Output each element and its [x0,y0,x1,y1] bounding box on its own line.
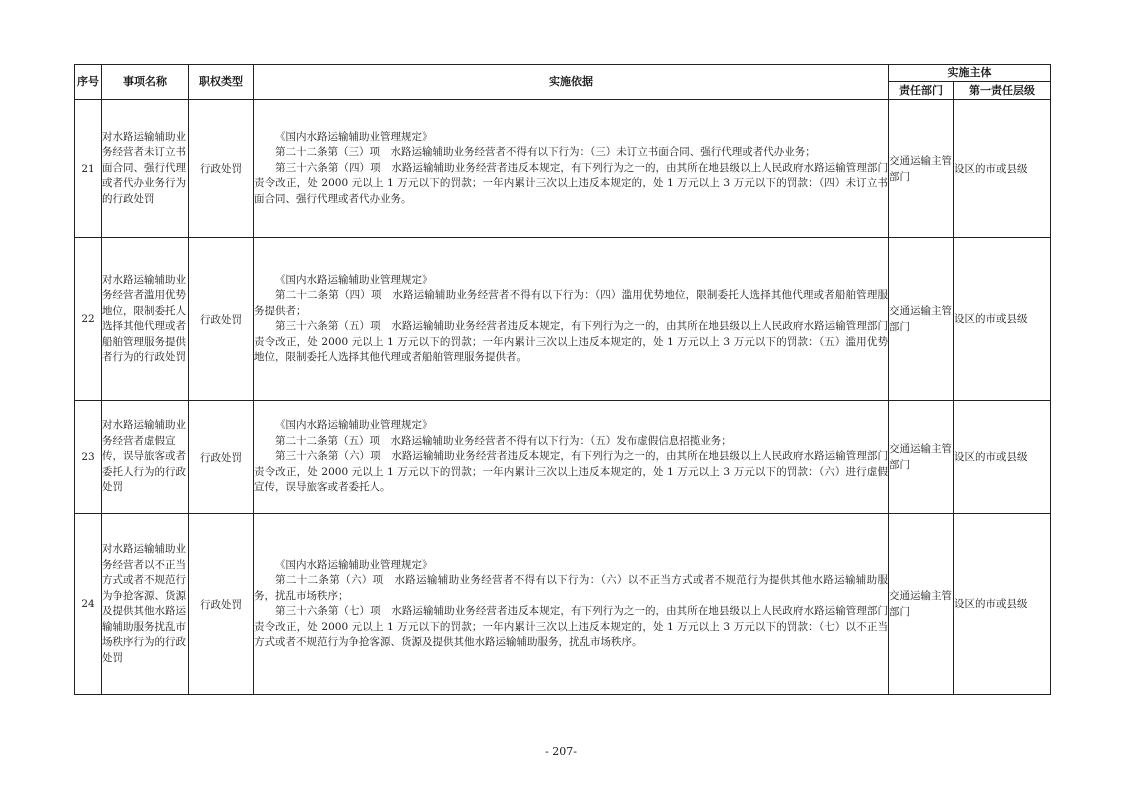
basis-article-36: 第三十六条第（七）项 水路运输辅助业务经营者违反本规定，有下列行为之一的，由其所在地县级以上人民政府水路运输管理部门责令改正，处 2000 元以上 1 万元以下的罚款；一年内累计三次以上违反本规定的，处 1 万元以上 3 万元以下的罚款：（七）以不正当方式或者不规范行为争抢客源、货源及提供其他水路运输辅助服务，扰乱市场秩序。 [254,605,888,648]
row-dept: 交通运输主管部门 [889,238,954,401]
header-dept: 责任部门 [889,82,954,100]
basis-title: 《国内水路运输辅助业管理规定》 [275,419,433,432]
row-power-type: 行政处罚 [189,514,254,695]
row-level: 设区的市或县级 [954,238,1051,401]
row-basis [254,514,889,695]
row-item-name: 对水路运输辅助业务经营者未订立书面合同、强行代理或者代办业务行为的行政处罚 [102,100,189,238]
basis-article-36: 第三十六条第（四）项 水路运输辅助业务经营者违反本规定，有下列行为之一的，由其所在地县级以上人民政府水路运输管理部门责令改正，处 2000 元以上 1 万元以下的罚款；一年内累计三次以上违反本规定的，处 1 万元以上 3 万元以下的罚款：（四）未订立书面合同、强行代理或者代办业务。 [254,161,888,205]
row-num: 23 [75,401,102,514]
row-num: 24 [75,514,102,695]
row-level: 设区的市或县级 [954,401,1051,514]
row-item-name: 对水路运输辅助业务经营者滥用优势地位，限制委托人选择其他代理或者船舶管理服务提供者行为的行政处罚 [102,238,189,401]
administrative-penalty-table [74,64,1051,695]
row-level: 设区的市或县级 [954,100,1051,238]
basis-title: 《国内水路运输辅助业管理规定》 [275,273,433,286]
table-row [75,514,1051,695]
header-subject: 实施主体 [889,65,1051,82]
row-item-name: 对水路运输辅助业务经营者以不正当方式或者不规范行为争抢客源、货源及提供其他水路运输辅助服务扰乱市场秩序行为的行政处罚 [102,514,189,695]
row-basis [254,401,889,514]
basis-title: 《国内水路运输辅助业管理规定》 [275,558,433,571]
row-dept: 交通运输主管部门 [889,401,954,514]
row-num: 21 [75,100,102,238]
row-power-type: 行政处罚 [189,238,254,401]
basis-article-36: 第三十六条第（六）项 水路运输辅助业务经营者违反本规定，有下列行为之一的，由其所在地县级以上人民政府水路运输管理部门责令改正，处 2000 元以上 1 万元以下的罚款；一年内累计三次以上违反本规定的，处 1 万元以上 3 万元以下的罚款：（六）进行虚假宣传，误导旅客或者委托人。 [254,450,888,494]
row-item-name: 对水路运输辅助业务经营者虚假宣传，误导旅客或者委托人行为的行政处罚 [102,401,189,514]
basis-article-22: 第二十二条第（三）项 水路运输辅助业务经营者不得有以下行为：（三）未订立书面合同、强行代理或者代办业务； [275,146,816,159]
row-basis [254,100,889,238]
row-level: 设区的市或县级 [954,514,1051,695]
header-power-type: 职权类型 [189,65,254,100]
basis-article-22: 第二十二条第（四）项 水路运输辅助业务经营者不得有以下行为：（四）滥用优势地位，限制委托人选择其他代理或者船舶管理服务提供者； [254,289,888,317]
header-item-name: 事项名称 [102,65,189,100]
header-level: 第一责任层级 [954,82,1051,100]
row-basis [254,238,889,401]
basis-title: 《国内水路运输辅助业管理规定》 [275,130,433,143]
row-num: 22 [75,238,102,401]
table-row [75,100,1051,238]
basis-article-22: 第二十二条第（五）项 水路运输辅助业务经营者不得有以下行为：（五）发布虚假信息招揽业务； [275,434,732,447]
header-basis: 实施依据 [254,65,889,100]
basis-article-36: 第三十六条第（五）项 水路运输辅助业务经营者违反本规定，有下列行为之一的，由其所在地县级以上人民政府水路运输管理部门责令改正，处 2000 元以上 1 万元以下的罚款；一年内累计三次以上违反本规定的，处 1 万元以上 3 万元以下的罚款：（五）滥用优势地位，限制委托人选择其他代理或者船舶管理服务提供者。 [254,320,888,363]
page-number: - 207- [545,745,577,758]
basis-article-22: 第二十二条第（六）项 水路运输辅助业务经营者不得有以下行为：（六）以不正当方式或者不规范行为提供其他水路运输辅助服务，扰乱市场秩序； [254,574,888,602]
table-row [75,401,1051,514]
row-power-type: 行政处罚 [189,401,254,514]
row-dept: 交通运输主管部门 [889,514,954,695]
header-num: 序号 [75,65,102,100]
table-row [75,238,1051,401]
row-dept: 交通运输主管部门 [889,100,954,238]
row-power-type: 行政处罚 [189,100,254,238]
